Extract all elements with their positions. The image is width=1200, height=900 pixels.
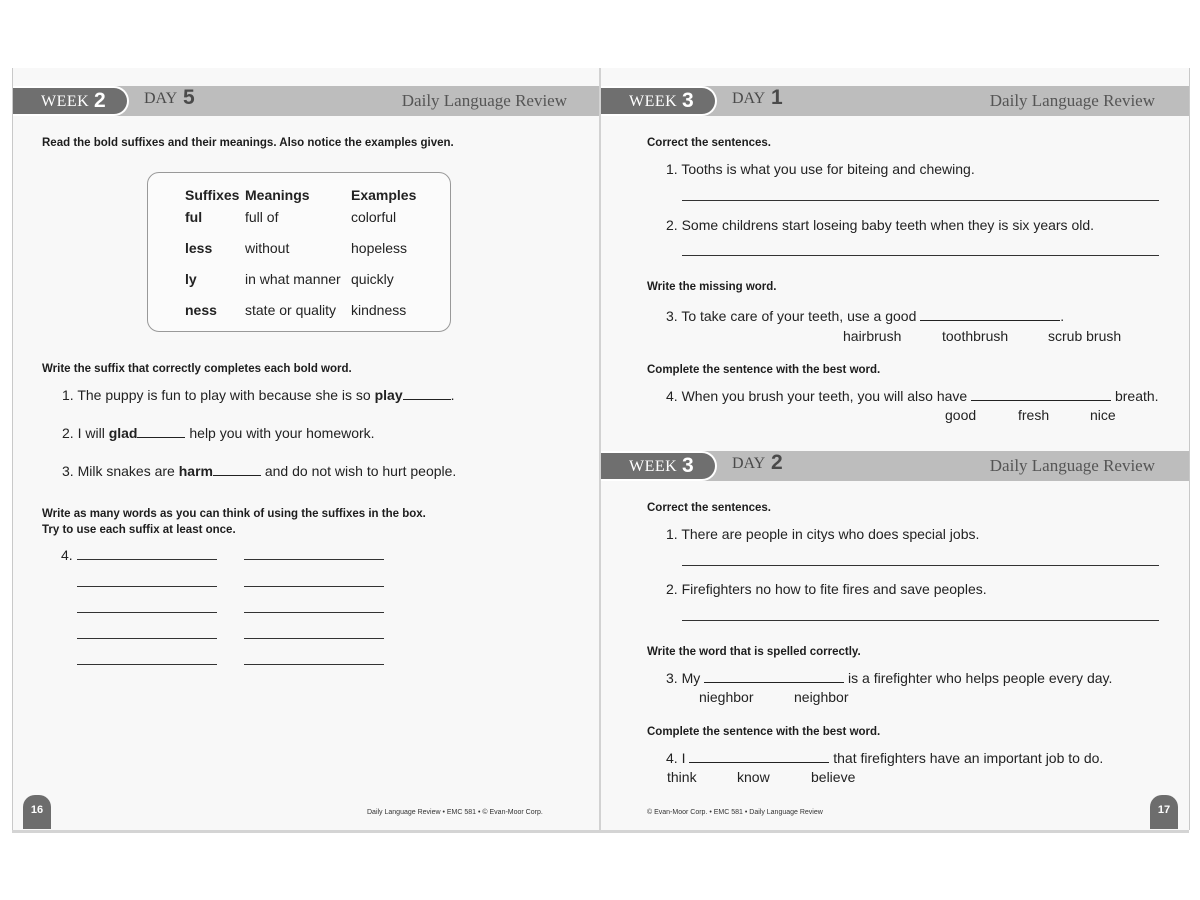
week-label: WEEK — [629, 458, 678, 475]
question-text: breath. — [1111, 388, 1159, 404]
question-1 — [62, 387, 455, 403]
bold-word: glad — [108, 425, 138, 441]
question-text: The puppy is fun to play with because she is so — [77, 387, 375, 403]
question-text: To take care of your teeth, use a good — [681, 308, 921, 324]
page-footer: Daily Language Review • EMC 581 • © Evan-Moor Corp. — [367, 809, 543, 816]
question-text: I — [681, 750, 690, 766]
answer-line[interactable] — [682, 620, 1159, 621]
question-2 — [62, 425, 375, 441]
question-text: Tooths is what you use for biteing and chewing. — [681, 161, 975, 177]
question-number: 1. — [666, 161, 678, 177]
question-number: 3. — [62, 463, 74, 479]
instruction: Write as many words as you can think of using the suffixes in the box. — [42, 508, 426, 520]
example: hopeless — [351, 240, 408, 256]
question-text: Milk snakes are — [77, 463, 179, 479]
page-number: 16 — [23, 795, 51, 829]
answer-blank[interactable] — [704, 681, 844, 683]
question-4 — [666, 388, 1159, 404]
question-text: . — [1060, 308, 1065, 324]
bold-word: harm — [178, 463, 213, 479]
week-number: 3 — [682, 454, 694, 477]
meaning: in what manner — [245, 271, 341, 287]
week-number: 2 — [94, 89, 106, 112]
week-label: WEEK — [629, 93, 678, 110]
right-page — [601, 68, 1190, 830]
answer-line[interactable] — [682, 255, 1159, 256]
page-number: 17 — [1150, 795, 1178, 829]
instruction: Correct the sentences. — [647, 502, 771, 514]
question-3 — [666, 670, 1112, 686]
question-number: 2. — [62, 425, 74, 441]
week-number: 3 — [682, 89, 694, 112]
word-choice: fresh — [1018, 407, 1050, 423]
day-label: DAY — [144, 90, 178, 107]
table-header: Examples — [351, 187, 417, 203]
suffix: ness — [185, 302, 217, 318]
question-text: When you brush your teeth, you will also have — [681, 388, 972, 404]
day-label: DAY — [732, 455, 766, 472]
suffix: less — [185, 240, 213, 256]
instruction: Write the missing word. — [647, 281, 777, 293]
question-2 — [666, 581, 987, 597]
table-header: Meanings — [245, 187, 310, 203]
word-choice: think — [667, 769, 697, 785]
answer-line[interactable] — [77, 664, 217, 665]
answer-line[interactable] — [77, 612, 217, 613]
day-number: 2 — [771, 451, 783, 474]
instruction: Correct the sentences. — [647, 137, 771, 149]
question-3 — [62, 463, 456, 479]
instruction: Complete the sentence with the best word. — [647, 364, 881, 376]
word-choice: hairbrush — [843, 328, 902, 344]
question-number: 4. — [666, 388, 678, 404]
answer-line[interactable] — [244, 638, 384, 639]
word-choice: know — [737, 769, 770, 785]
answer-blank[interactable] — [137, 436, 185, 438]
week-tab — [601, 451, 717, 481]
question-number: 4. — [61, 547, 73, 563]
answer-blank[interactable] — [689, 761, 829, 763]
week-label: WEEK — [41, 93, 90, 110]
example: kindness — [351, 302, 407, 318]
question-text: is a firefighter who helps people every day. — [844, 670, 1113, 686]
answer-line[interactable] — [244, 612, 384, 613]
word-choice: good — [945, 407, 977, 423]
example: quickly — [351, 271, 394, 287]
meaning: state or quality — [245, 302, 337, 318]
answer-line[interactable] — [77, 559, 217, 560]
answer-blank[interactable] — [971, 399, 1111, 401]
suffix-table — [147, 172, 451, 332]
question-1 — [666, 526, 979, 542]
question-text: and do not wish to hurt people. — [260, 463, 457, 479]
banner-title: Daily Language Review — [989, 456, 1155, 475]
day-number: 5 — [183, 86, 195, 109]
word-choice: neighbor — [794, 689, 849, 705]
answer-blank[interactable] — [920, 319, 1060, 321]
instruction: Write the suffix that correctly completes each bold word. — [42, 363, 352, 375]
word-choice: scrub brush — [1048, 328, 1122, 344]
page-footer: © Evan-Moor Corp. • EMC 581 • Daily Language Review — [647, 809, 823, 816]
meaning: without — [245, 240, 290, 256]
answer-line[interactable] — [682, 565, 1159, 566]
question-text: I will — [77, 425, 109, 441]
instruction: Read the bold suffixes and their meanings. Also notice the examples given. — [42, 137, 454, 149]
meaning: full of — [245, 209, 279, 225]
page-banner — [13, 86, 601, 116]
answer-line[interactable] — [244, 664, 384, 665]
answer-blank[interactable] — [213, 474, 261, 476]
question-number: 2. — [666, 217, 678, 233]
word-choice: toothbrush — [942, 328, 1009, 344]
instruction: Try to use each suffix at least once. — [42, 524, 236, 536]
question-number: 1. — [62, 387, 74, 403]
word-choice: believe — [811, 769, 856, 785]
page-banner — [601, 451, 1189, 481]
left-page — [12, 68, 601, 830]
instruction: Complete the sentence with the best word. — [647, 726, 881, 738]
answer-line[interactable] — [77, 586, 217, 587]
page-edge-shadow — [12, 830, 1189, 833]
question-number: 3. — [666, 308, 678, 324]
week-tab — [601, 86, 717, 116]
question-number: 1. — [666, 526, 678, 542]
question-3 — [666, 308, 1064, 324]
answer-line[interactable] — [244, 586, 384, 587]
answer-line[interactable] — [77, 638, 217, 639]
suffix: ful — [185, 209, 203, 225]
question-text: There are people in citys who does special jobs. — [681, 526, 980, 542]
question-text: Firefighters no how to fite fires and save peoples. — [681, 581, 987, 597]
question-text: . — [450, 387, 455, 403]
question-number: 3. — [666, 670, 678, 686]
example: colorful — [351, 209, 397, 225]
question-text: help you with your homework. — [185, 425, 375, 441]
banner-title: Daily Language Review — [401, 91, 567, 110]
question-text: Some childrens start loseing baby teeth when they is six years old. — [681, 217, 1095, 233]
page-banner — [601, 86, 1189, 116]
question-4 — [666, 750, 1103, 766]
answer-line[interactable] — [682, 200, 1159, 201]
suffix: ly — [185, 271, 197, 287]
bold-word: play — [374, 387, 403, 403]
banner-title: Daily Language Review — [989, 91, 1155, 110]
question-2 — [666, 217, 1094, 233]
week-tab — [13, 86, 129, 116]
question-text: My — [681, 670, 705, 686]
answer-line[interactable] — [244, 559, 384, 560]
question-1 — [666, 161, 975, 177]
table-header: Suffixes — [185, 187, 240, 203]
word-choice: nieghbor — [699, 689, 754, 705]
question-number: 2. — [666, 581, 678, 597]
day-label: DAY — [732, 90, 766, 107]
answer-blank[interactable] — [403, 398, 451, 400]
question-number: 4. — [666, 750, 678, 766]
question-text: that firefighters have an important job to do. — [829, 750, 1104, 766]
day-number: 1 — [771, 86, 783, 109]
word-choice: nice — [1090, 407, 1116, 423]
instruction: Write the word that is spelled correctly. — [647, 646, 861, 658]
